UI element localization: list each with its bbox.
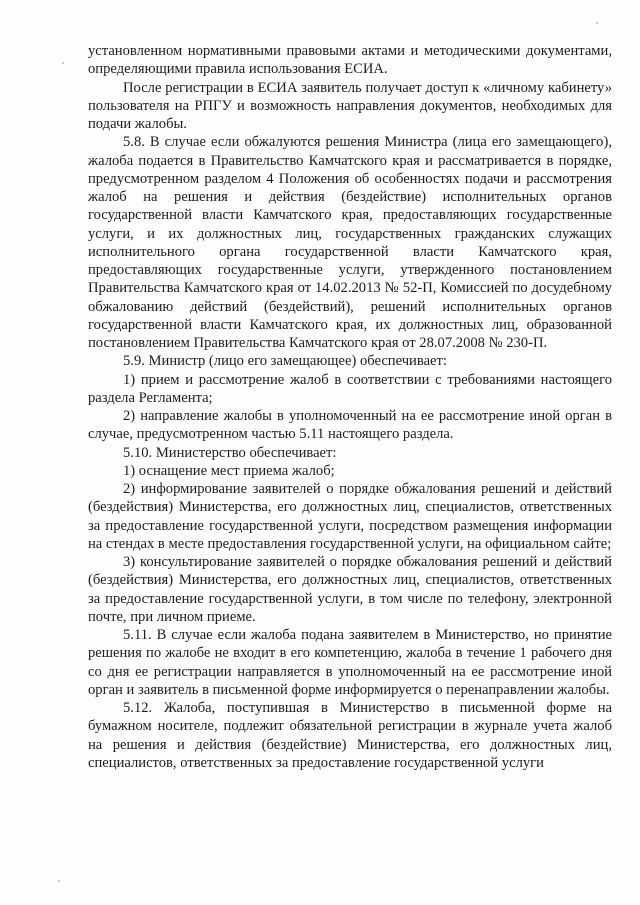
paragraph-esia-continuation: установленном нормативными правовыми актами и методическими документами, определяющими правила использования ЕСИА. [88, 43, 612, 78]
paragraph-5-8: 5.8. В случае если обжалуются решения Министра (лица его замещающего), жалоба подается в Правительство Камчатского края и рассматривается в порядке, предусмотренном разделом 4 Положения об особенностях подачи и рассмотрения жалоб на решения и действия (бездействие) исполнительных органов государственной власти Камчатского края, предоставляющих государственные услуги, и их должностных лиц, государственных гражданских служащих исполнительного органа государственной власти Камчатского края, предоставляющих государственные услуги, утвержденного постановлением Правительства Камчатского края от 14.02.2013 № 52-П, Комиссией по досудебному обжалованию действий (бездействий), решений исполнительных органов государственной власти Камчатского края, их должностных лиц, образованной постановлением Правительства Камчатского края от 28.07.2008 № 230-П. [88, 134, 612, 351]
scan-speck [58, 880, 60, 882]
scan-speck [596, 22, 598, 24]
paragraph-5-10: 5.10. Министерство обеспечивает: [123, 444, 337, 461]
paragraph-5-10-item-2: 2) информирование заявителей о порядке обжалования решений и действий (бездействия) Министерства, его должностных лиц, специалистов, ответственных за предоставление государственной услуги, посредством размещения информации на стендах в месте предоставления государственной услуги, на официальном сайте; [88, 481, 612, 552]
scan-speck [62, 62, 64, 64]
paragraph-5-9-item-2: 2) направление жалобы в уполномоченный на ее рассмотрение иной орган в случае, предусмотренном частью 5.11 настоящего раздела. [88, 408, 612, 443]
paragraph-5-10-item-3: 3) консультирование заявителей о порядке обжалования решений и действий (бездействия) Министерства, его должностных лиц, специалистов, ответственных за предоставление государственной услуги, в том числе по телефону, электронной почте, при личном приеме. [88, 554, 612, 625]
paragraph-5-9: 5.9. Министр (лицо его замещающее) обеспечивает: [123, 353, 447, 370]
paragraph-5-10-item-1: 1) оснащение мест приема жалоб; [123, 462, 335, 479]
document-body [88, 42, 612, 772]
paragraph-5-11: 5.11. В случае если жалоба подана заявителем в Министерство, но принятие решения по жалобе не входит в его компетенцию, жалоба в течение 1 рабочего дня со дня ее регистрации направляется в уполномоченный на ее рассмотрение иной орган и заявитель в письменной форме информируется о перенаправлении жалобы. [88, 627, 612, 698]
paragraph-personal-cabinet: После регистрации в ЕСИА заявитель получает доступ к «личному кабинету» пользователя на РПГУ и возможность направления документов, необходимых для подачи жалобы. [88, 79, 612, 132]
paragraph-5-12: 5.12. Жалоба, поступившая в Министерство в письменной форме на бумажном носителе, подлежит обязательной регистрации в журнале учета жалоб на решения и действия (бездействие) Министерства, его должностных лиц, специалистов, ответственных за предоставление государственной услуги [88, 700, 612, 771]
paragraph-5-9-item-1: 1) прием и рассмотрение жалоб в соответствии с требованиями настоящего раздела Регламента; [88, 371, 612, 406]
